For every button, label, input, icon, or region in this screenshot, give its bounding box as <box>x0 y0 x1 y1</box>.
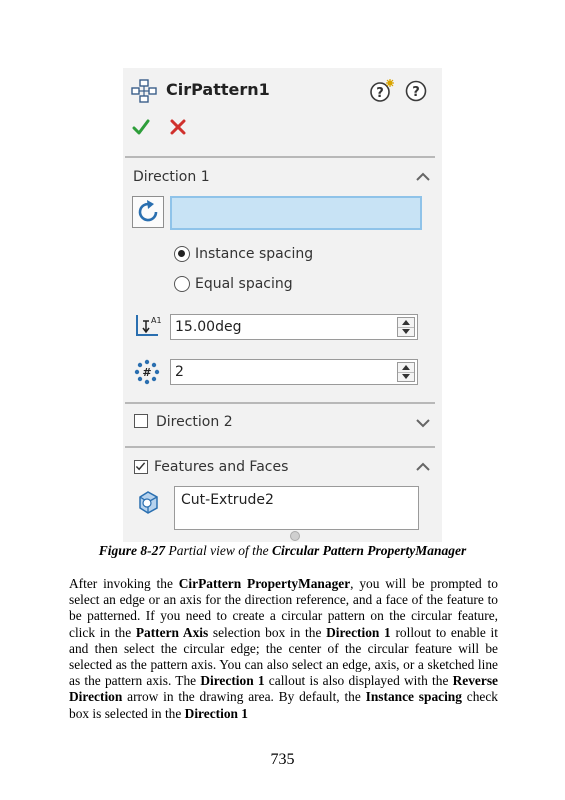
bold-term: Reverse Direction <box>69 673 498 705</box>
features-icon <box>135 489 161 515</box>
bold-term: Pattern Axis <box>135 624 209 640</box>
chevron-up-icon[interactable] <box>415 172 431 182</box>
text-run: check box is selected in the <box>69 689 498 721</box>
instances-icon <box>134 359 160 385</box>
angle-spin-field[interactable] <box>170 314 418 340</box>
divider <box>125 156 435 158</box>
caption-bold-text: Circular Pattern PropertyManager <box>272 543 467 558</box>
feature-title: CirPattern1 <box>166 80 270 99</box>
circular-pattern-icon <box>131 79 157 103</box>
reverse-direction-button[interactable] <box>132 196 164 228</box>
equal-spacing-radio[interactable] <box>174 276 190 292</box>
bold-term: Direction 1 <box>326 624 391 640</box>
angle-icon <box>134 313 160 339</box>
text-run: After invoking the <box>69 576 179 591</box>
features-faces-checkbox[interactable] <box>134 460 148 474</box>
ok-check-icon[interactable] <box>132 118 150 136</box>
text-run: , you will be prompted to select an edge or an axis for the direction reference, and a face of the feature to be patterned. If you need to create a circular pattern on the circular feature, click in the <box>69 576 498 640</box>
whats-new-help-icon[interactable] <box>369 79 395 103</box>
divider <box>125 402 435 404</box>
resize-handle[interactable] <box>290 531 300 541</box>
instance-spacing-label: Instance spacing <box>195 246 314 262</box>
svg-text:#: # <box>142 366 152 379</box>
divider <box>125 446 435 448</box>
instances-spin-field[interactable] <box>170 359 418 385</box>
chevron-up-icon[interactable] <box>415 462 431 472</box>
svg-text:?: ? <box>412 85 420 100</box>
direction2-rollout-label[interactable]: Direction 2 <box>156 414 233 430</box>
body-paragraph <box>69 576 498 722</box>
figure-number: Figure 8-27 <box>98 543 166 558</box>
cancel-x-icon[interactable] <box>170 119 186 135</box>
text-run: selection box in the <box>208 624 327 640</box>
svg-text:?: ? <box>376 86 384 101</box>
decrement-button[interactable] <box>398 372 414 381</box>
figure-caption <box>0 543 565 559</box>
equal-spacing-label: Equal spacing <box>195 276 293 292</box>
decrement-button[interactable] <box>398 327 414 336</box>
bold-term: Direction 1 <box>200 673 265 689</box>
property-manager-header <box>123 68 442 110</box>
cirpattern-property-manager <box>123 68 442 542</box>
angle-value: 15.00deg <box>175 319 242 335</box>
bold-term: Instance spacing <box>365 689 462 705</box>
help-icon[interactable] <box>404 79 428 103</box>
chevron-down-icon[interactable] <box>415 418 431 428</box>
pattern-axis-selection-box[interactable] <box>170 196 422 230</box>
page-number: 735 <box>270 751 295 768</box>
caption-text: Partial view of the <box>165 543 272 558</box>
text-run: rollout to enable it and then select the circular edge; the center of the circular feature will be selected as the pattern axis. You can also select an edge, axis, or a sketched line as the pattern axis. The <box>69 624 498 689</box>
pattern-axis-icon <box>133 197 163 227</box>
bold-term: CirPattern PropertyManager <box>178 576 351 591</box>
text-run: callout is also displayed with the <box>264 673 453 689</box>
text-run: arrow in the drawing area. By default, the <box>122 689 366 705</box>
bold-term: Direction 1 <box>184 705 249 721</box>
instances-spin-buttons[interactable] <box>397 362 415 382</box>
direction1-rollout-label[interactable]: Direction 1 <box>133 169 210 185</box>
instance-spacing-radio[interactable] <box>174 246 190 262</box>
features-to-pattern-list[interactable] <box>174 486 419 530</box>
angle-spin-buttons[interactable] <box>397 317 415 337</box>
checkmark-icon <box>135 461 146 472</box>
list-item[interactable]: Cut-Extrude2 <box>181 492 274 508</box>
features-faces-rollout-label[interactable]: Features and Faces <box>154 459 289 475</box>
svg-text:A1: A1 <box>151 316 162 325</box>
instances-value: 2 <box>175 364 184 380</box>
direction2-checkbox[interactable] <box>134 414 148 428</box>
